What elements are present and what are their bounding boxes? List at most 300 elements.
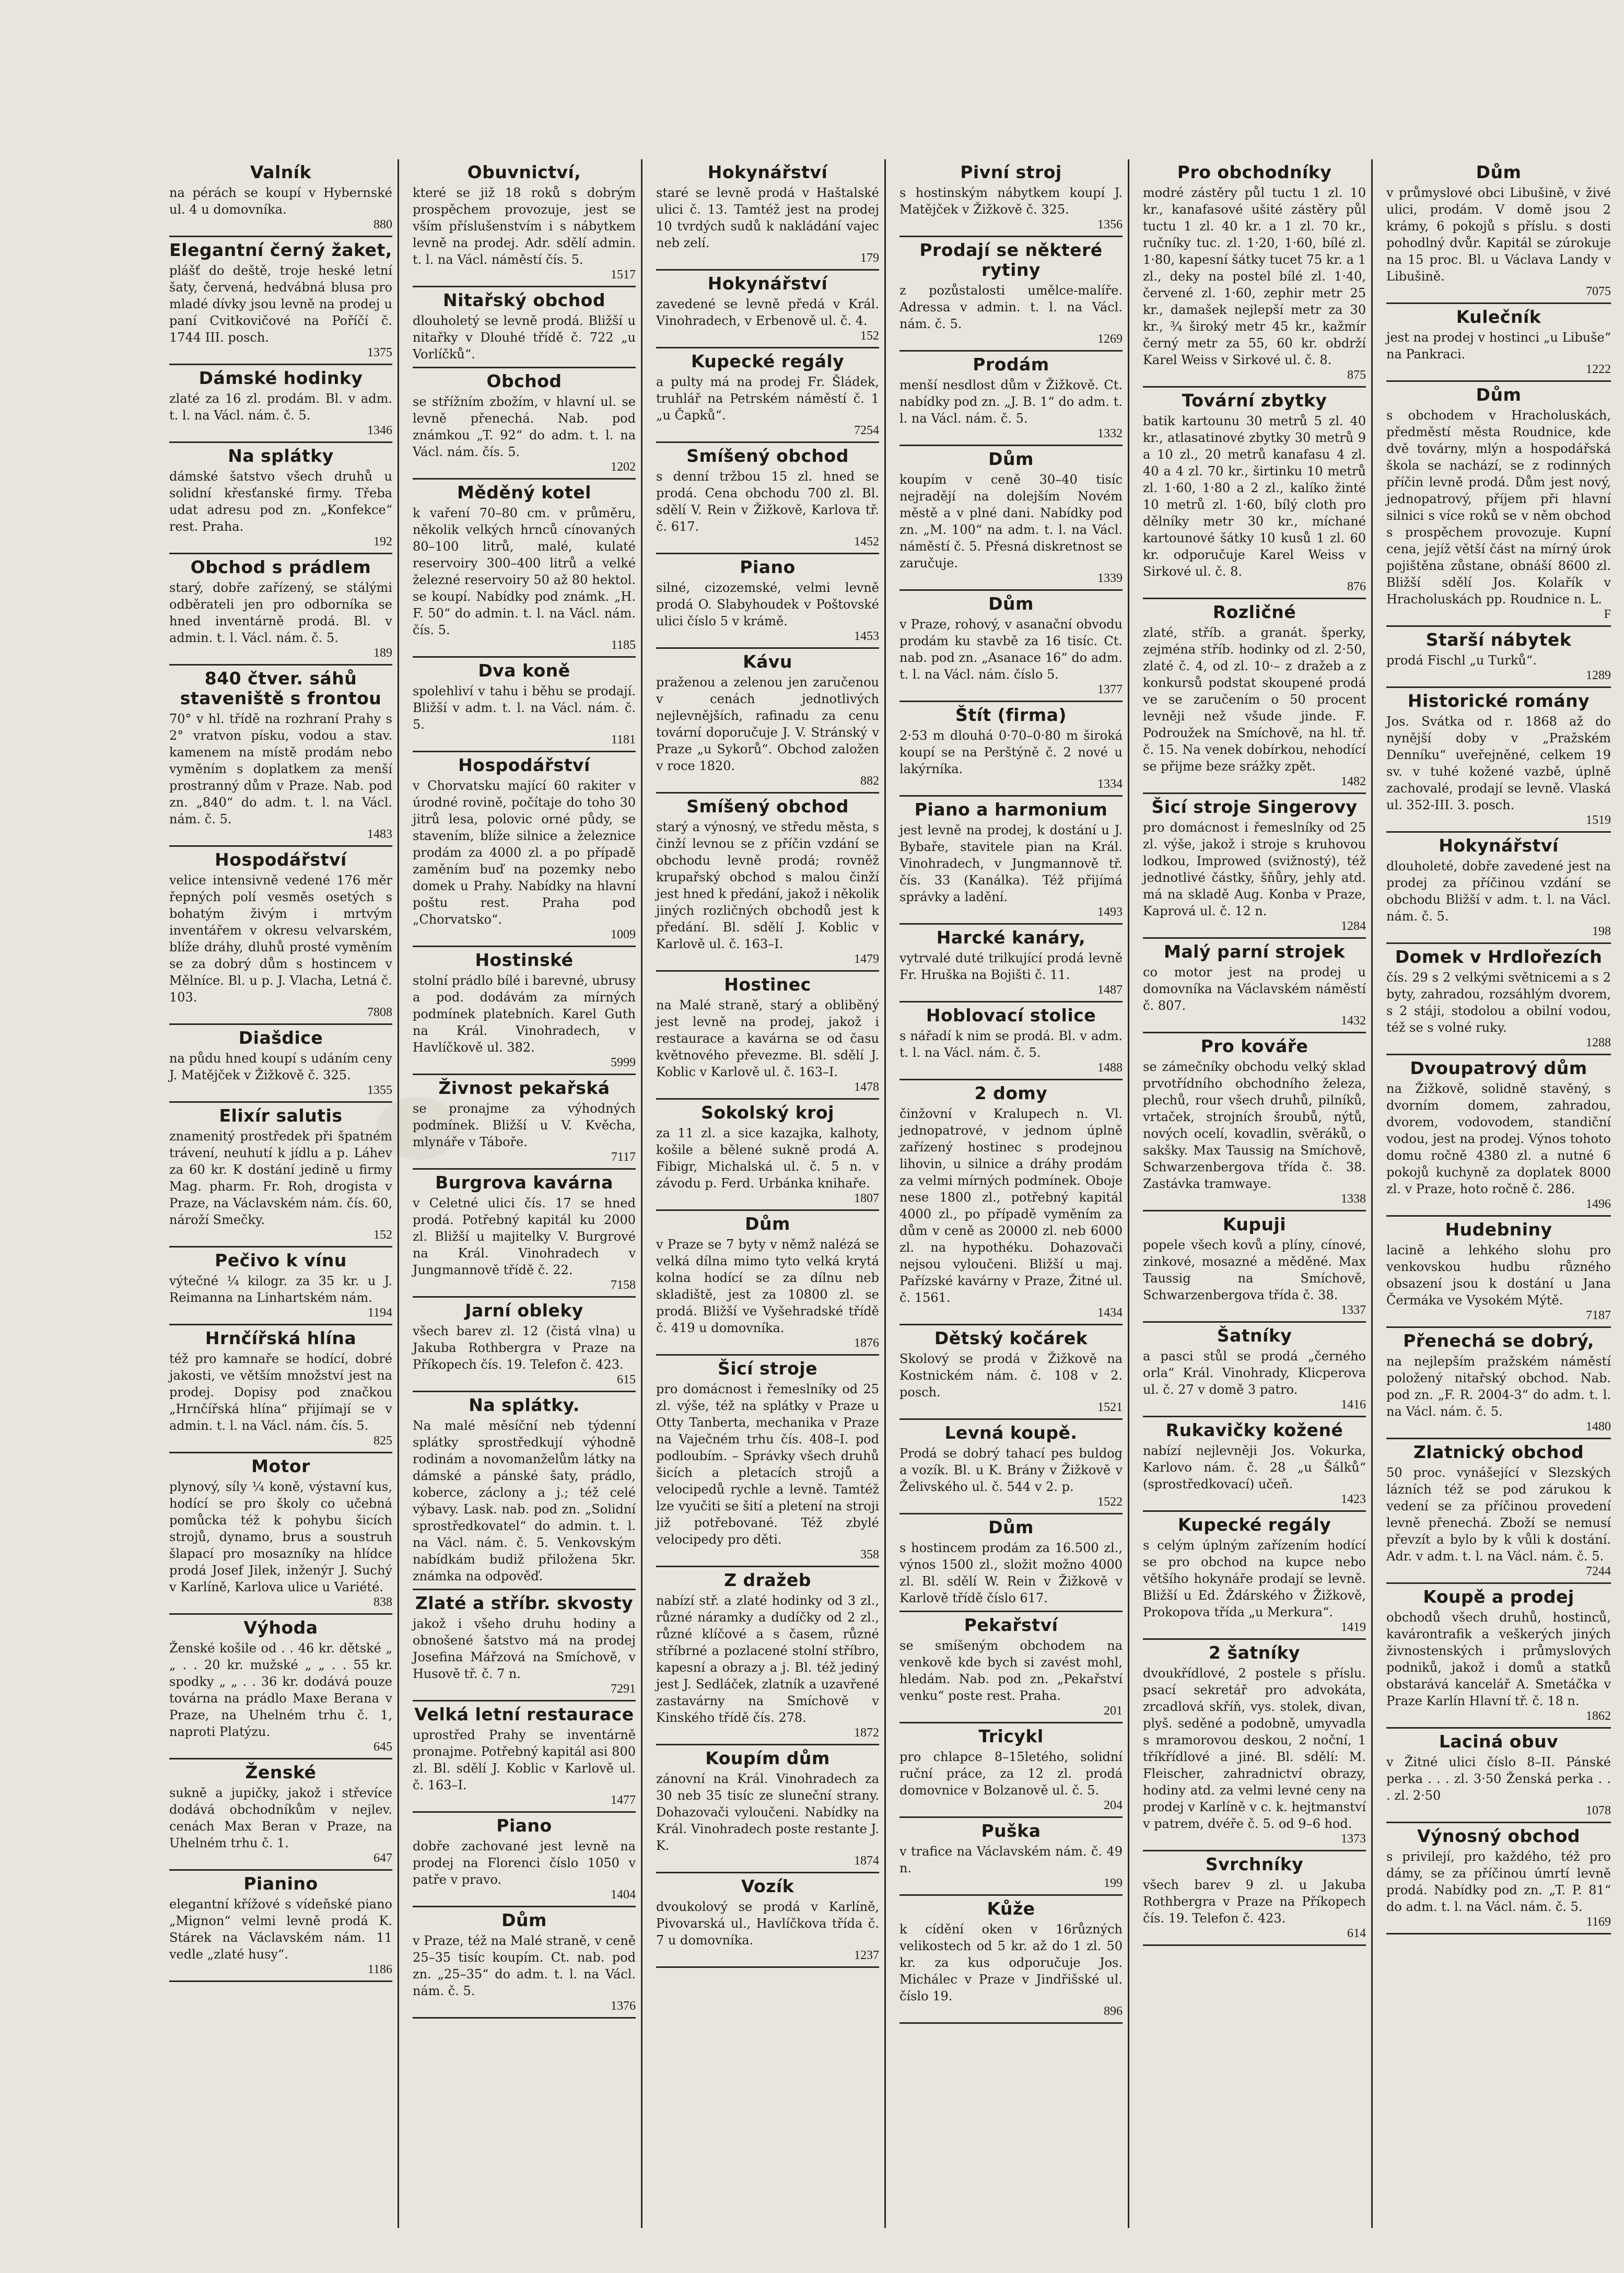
ad-text: menší nesdlost dům v Žižkově. Ct. nabídky pod zn. „J. B. 1“ do adm. t. l. na Václ. nám. č. 5. xyxy=(899,378,1123,426)
classified-ad xyxy=(899,1612,1123,1723)
ad-number: 825 xyxy=(373,1434,392,1448)
ad-heading: Hospodářství xyxy=(215,849,347,870)
ad-text: a pasci stůl se prodá „černého orla“ Král. Vinohrady, Klicperova ul. č. 27 v domě 3 patro. xyxy=(1143,1349,1366,1397)
ad-heading: Hokynářství xyxy=(1439,835,1559,856)
classified-ad xyxy=(413,1590,636,1701)
ad-heading: Dům xyxy=(501,1910,547,1930)
ad-number: 1222 xyxy=(1586,363,1611,376)
ad-heading: Dům xyxy=(988,593,1034,614)
ad-text: starý a výnosný, ve středu města, s činží levnou se z příčin vzdání se obchodu levně prodá; rovněž krupařský obchod s malou činží jest hned k předání, jakož i několik jiných rozličných obchodů jest k předání. Bl. sdělí J. Koblic v Karlově ul. č. 163–I. xyxy=(656,820,879,951)
ad-number: 1862 xyxy=(1586,1709,1611,1723)
ad-number: 1434 xyxy=(1097,1306,1123,1320)
ad-text: se smíšeným obchodem na venkově kde bych si zavést mohl, hledám. Nab. pod zn. „Pekařství venku“ poste rest. Praha. xyxy=(899,1638,1123,1703)
ad-text: batik kartounu 30 metrů 5 zl. 40 kr., atlasatinové zbytky 30 metrů 9 a 10 zl., 20 metrů kanafasu 4 zl. 40 a 4 zl. 70 kr., širtinku 10 metrů zl. 1·60, 1·80 a 2 zl., kalíko žinté 10 metrů zl. 1·60, bílý cloth pro dělníky metr 30 kr., míchané kartounové šátky 10 kusů 1 zl. 60 kr. odporučuje Karel Weiss v Sirkové ul. č. 8. xyxy=(1143,414,1366,579)
ad-number: 1373 xyxy=(1341,1832,1366,1846)
ad-number: 1332 xyxy=(1097,427,1123,440)
ad-number: 201 xyxy=(1104,1704,1123,1718)
classified-ad xyxy=(656,794,879,972)
classified-ad xyxy=(1386,688,1611,833)
classified-ad xyxy=(656,1356,879,1567)
ad-heading: Šatníky xyxy=(1217,1325,1292,1346)
ad-heading: Pekařství xyxy=(964,1615,1058,1635)
ad-number: 614 xyxy=(1347,1927,1366,1940)
ad-heading: Domek v Hrdlořezích xyxy=(1395,947,1603,967)
ad-number: 645 xyxy=(373,1740,392,1754)
ad-text: jest na prodej v hostinci „u Libuše“ na Pankraci. xyxy=(1386,330,1611,362)
ad-heading: Dva koně xyxy=(478,660,570,681)
ad-text: prodá Fischl „u Turků“. xyxy=(1386,653,1537,668)
ad-text: na nejlepším pražském náměstí položený nitařský obchod. Nab. pod zn. „F. R. 2004-3“ do adm. t. l. na Václ. nám. č. 5. xyxy=(1386,1354,1611,1419)
ad-text: modré zástěry půl tuctu 1 zl. 10 kr., kanafasové ušité zástěry půl tuctu 1 zl. 40 kr. a 1 zl. 70 kr., ručníky tuc. zl. 1·20, 1·60, bílé zl. 1·80, kapesní šátky tucet 75 kr. a 1 zl., deky na postel bílé zl. 1·40, červené zl. 1·60, zephir metr 25 kr., damašek nejlepší metr za 30 kr., ¾ široký metr 45 kr., kažmír černý metr za 55, 60 kr. obdrží Karel Weiss v Sirkové ul. č. 8. xyxy=(1143,185,1366,367)
ad-text: za 11 zl. a sice kazajka, kalhoty, košile a bělené sukně prodá A. Fibigr, Michalská ul. č. 5 n. v závodu p. Ferd. Urbánka knihaře. xyxy=(656,1126,879,1191)
ad-text: též pro kamnaře se hodící, dobré jakosti, ve větším množství jest na prodej. Dopisy pod značkou „Hrnčířská hlína“ přijímají se v admin. t. l. na Václ. nám. čís. 5. xyxy=(169,1351,392,1433)
ad-heading: Tovární zbytky xyxy=(1182,390,1327,411)
ad-number: 1009 xyxy=(611,928,636,941)
ad-heading: Dům xyxy=(1476,384,1522,405)
classified-ad xyxy=(656,1100,879,1211)
classified-ad xyxy=(899,446,1123,591)
classified-ad xyxy=(169,1453,392,1615)
classified-ad xyxy=(413,1075,636,1170)
classified-ad xyxy=(413,658,636,752)
ad-number: 1269 xyxy=(1097,332,1123,346)
classified-ad xyxy=(656,1211,879,1356)
ad-number: 1339 xyxy=(1097,572,1123,585)
classified-ad xyxy=(1143,1851,1366,1946)
ad-text: uprostřed Prahy se inventárně pronajme. Potřebný kapitál asi 800 zl. Bl. sdělí J. Koblic v Karlově ul. č. 163–I. xyxy=(413,1728,636,1792)
ad-column-1 xyxy=(165,159,399,2228)
ad-heading: Měděný kotel xyxy=(457,482,591,503)
classified-ad xyxy=(1143,1640,1366,1851)
ad-text: v trafice na Václavském nám. č. 49 n. xyxy=(899,1844,1123,1875)
ad-number: 1194 xyxy=(367,1306,392,1320)
ad-number: 1521 xyxy=(1097,1401,1123,1414)
ad-text: obchodů všech druhů, hostinců, kavárontrafik a veškerých jiných živnostenských i průmyslových podniků, jakož i domů a statků obstarává kancelář A. Smetáčka v Praze Karlín Hlavní tř. č. 18 n. xyxy=(1386,1610,1611,1708)
ad-number: 7075 xyxy=(1586,285,1611,298)
ad-text: popele všech kovů a plíny, cínové, zinkové, mosazné a měděné. Max Taussig na Smíchově, Schwarzenbergova třída č. 38. xyxy=(1143,1238,1366,1302)
classified-ad xyxy=(899,1818,1123,1896)
ad-number: 1478 xyxy=(854,1080,879,1094)
ad-heading: Dům xyxy=(988,1517,1034,1537)
ad-text: se pronajme za výhodných podmínek. Bližší u V. Kvěcha, mlynáře v Táboře. xyxy=(413,1101,636,1149)
ad-text: s privilejí, pro každého, též pro dámy, se za příčinou úmrtí levně prodá. Nabídky pod zn. „T. P. 81“ do adm. t. l. na Václ. nám. č. 5. xyxy=(1386,1849,1611,1914)
ad-number: 1186 xyxy=(367,1963,392,1976)
ad-text: činžovní v Kralupech n. Vl. jednopatrové, v jednom úplně zařízený hostinec s prodejnou lihovin, u silnice a dráhy prodám za velmi mírných podmínek. Oboje nese 1800 zl., potřebný kapitál 4000 zl., po případě vyměním za dům v ceně as 20000 zl. neb 6000 zl. na hypothéku. Dohazovači nejsou vyloučeni. Bližší u maj. Pařízské kavárny v Praze, Žitné ul. č. 1561. xyxy=(899,1106,1123,1305)
ad-heading: Piano xyxy=(496,1815,552,1836)
ad-heading: Starší nábytek xyxy=(1426,630,1572,650)
ad-number: 1453 xyxy=(854,630,879,643)
ad-text: elegantní křížové s vídeňské piano „Mignon“ velmi levně prodá K. Stárek na Václavském nám. 11 vedle „zlaté husy“. xyxy=(169,1897,392,1962)
ad-heading: Hospodářství xyxy=(458,755,590,775)
ad-number: 896 xyxy=(1104,2004,1123,2018)
ad-number: 1334 xyxy=(1097,777,1123,791)
ad-text: 2·53 m dlouhá 0·70–0·80 m široká koupí se na Perštýně č. 2 nové u lakýrníka. xyxy=(899,728,1123,776)
ad-heading: Laciná obuv xyxy=(1439,1731,1559,1752)
ad-heading: Dámské hodinky xyxy=(198,368,363,388)
ad-heading: Kávu xyxy=(743,651,792,672)
ad-number: 1452 xyxy=(854,535,879,549)
classified-ad xyxy=(413,1813,636,1907)
ad-text: lacině a lehkého slohu pro venkovskou hudbu různého obsazení jsou k dostání u Jana Čermáka ve Vysokém Mýtě. xyxy=(1386,1243,1611,1308)
ad-text: silné, cizozemské, velmi levně prodá O. Slabyhoudek v Poštovské ulici číslo 5 v krámě. xyxy=(656,580,879,628)
ad-heading: Dvoupatrový dům xyxy=(1410,1058,1587,1078)
ad-number: 204 xyxy=(1104,1799,1123,1812)
classified-ad xyxy=(1143,159,1366,388)
classified-ad xyxy=(1143,939,1366,1033)
classified-ad xyxy=(656,1873,879,1968)
classified-ad xyxy=(1143,794,1366,939)
classified-ad xyxy=(656,972,879,1100)
ad-text: výtečné ¼ kilogr. za 35 kr. u J. Reimanna na Linhartském nám. xyxy=(169,1274,392,1305)
ad-text: starý, dobře zařízený, se stálými odběrateli jen pro odborníka se hned inventárně prodá. Bl. v admin. t. l. Václ. nám. č. 5. xyxy=(169,580,392,645)
classified-ad xyxy=(1386,944,1611,1055)
ad-heading: Zlatnický obchod xyxy=(1413,1442,1584,1462)
ad-text: dlouholeté, dobře zavedené jest na prodej za příčinou vzdání se obchodu Bližší v adm. t. l. na Václ. nám. č. 5. xyxy=(1386,859,1611,924)
ad-heading: Kůže xyxy=(987,1898,1035,1919)
classified-ad xyxy=(1386,1328,1611,1439)
ad-column-2 xyxy=(408,159,642,2228)
ad-heading: Velká letní restaurace xyxy=(414,1704,634,1724)
ad-number: 1519 xyxy=(1586,813,1611,827)
classified-ad xyxy=(413,752,636,947)
ad-number: 1517 xyxy=(611,268,636,282)
ad-heading: Zlaté a stříbr. skvosty xyxy=(415,1593,634,1613)
ad-number: 7808 xyxy=(367,1006,392,1019)
ad-column-5 xyxy=(1139,159,1373,2228)
ad-heading: Hokynářství xyxy=(707,162,828,182)
classified-ad xyxy=(656,649,879,794)
ad-number: 1181 xyxy=(611,733,636,747)
classified-ad xyxy=(656,1745,879,1873)
ad-number: 189 xyxy=(373,646,392,660)
classified-ad xyxy=(656,159,879,271)
ad-text: s nářadí k nim se prodá. Bl. v adm. t. l. na Václ. nám. č. 5. xyxy=(899,1029,1123,1060)
ad-text: v Žitné ulici číslo 8–II. Pánské perka . . . zl. 3·50 Ženská perka . . . zl. 2·50 xyxy=(1386,1755,1611,1803)
ad-text: s celým úplným zařízením hodící se pro obchod na kupce nebo většího hokynáře prodají se levně. Bližší u Ed. Ždárského v Žižkově, Prokopova třída „u Merkura“. xyxy=(1143,1538,1366,1619)
ad-heading: 2 šatníky xyxy=(1209,1642,1300,1663)
ad-number: 1169 xyxy=(1586,1915,1611,1929)
ad-number: 1289 xyxy=(1586,669,1611,682)
ad-text: s denní tržbou 15 zl. hned se prodá. Cena obchodu 700 zl. Bl. sdělí V. Rein v Žižkově, Karlova tř. č. 617. xyxy=(656,469,879,534)
ad-text: nabízí nejlevněji Jos. Vokurka, Karlovo nám. č. 28 „u Šálků“ (sprostředkovací) učeň. xyxy=(1143,1443,1366,1491)
ad-number: 615 xyxy=(617,1373,636,1386)
ad-text: jakož i všeho druhu hodiny a obnošené šatstvo má na prodej Josefina Mářzová na Smíchově, v Husově tř. č. 7 n. xyxy=(413,1616,636,1681)
ad-heading: Nitařský obchod xyxy=(443,290,605,310)
classified-ad xyxy=(899,1080,1123,1325)
ad-number: 882 xyxy=(860,774,879,788)
ad-heading: Piano xyxy=(740,557,796,577)
ad-heading: Na splátky xyxy=(228,446,334,466)
ad-text: 50 proc. vynášející v Slezských lázních též se pod zárukou k vedení se za příčinou provedení levně přenechá. Zboží se nemusí převzít a bylo by k vůli k dostání. Adr. v adm. t. l. na Václ. nám. č. 5. xyxy=(1386,1465,1611,1564)
classified-ad xyxy=(1386,1439,1611,1584)
classified-ad xyxy=(1386,1729,1611,1823)
ad-text: s hostincem prodám za 16.500 zl., výnos 1500 zl., složit možno 4000 zl. Bl. sdělí W. Rein v Žižkově v Karlově třídě číslo 617. xyxy=(899,1541,1123,1605)
classified-ad xyxy=(1143,1211,1366,1323)
ad-text: všech barev zl. 12 (čistá vlna) u Jakuba Rothbergra v Praze na Příkopech čís. 19. Telefon č. 423. xyxy=(413,1324,636,1372)
classified-ad xyxy=(413,947,636,1075)
ad-heading: Diašdice xyxy=(238,1028,323,1048)
classified-ad xyxy=(656,443,879,554)
ad-number: 1376 xyxy=(611,1999,636,2013)
classified-ad xyxy=(1143,1417,1366,1512)
ad-text: co motor jest na prodej u domovníka na Václavském náměstí č. 807. xyxy=(1143,965,1366,1013)
classified-ad xyxy=(169,1025,392,1103)
ad-heading: Hokynářství xyxy=(707,273,828,294)
ad-number: 7244 xyxy=(1586,1565,1611,1578)
ad-number: 1479 xyxy=(854,952,879,966)
classified-ad xyxy=(1143,1323,1366,1417)
ad-heading: Elixír salutis xyxy=(219,1105,343,1126)
classified-ad xyxy=(413,1298,636,1392)
ad-number: 1488 xyxy=(1097,1061,1123,1075)
ad-text: čís. 29 s 2 velkými světnicemi a s 2 byty, zahradou, rozsáhlým dvorem, s 2 stáji, stodolou a obilní vodou, též se s volné ruky. xyxy=(1386,970,1611,1035)
ad-text: Prodá se dobrý tahací pes buldog a vozík. Bl. u K. Brány v Žižkově v Želivského ul. č. 544 v 2. p. xyxy=(899,1446,1123,1494)
classified-ad xyxy=(169,159,392,237)
ad-heading: Výhoda xyxy=(243,1617,318,1638)
ad-number: 1477 xyxy=(611,1793,636,1807)
classified-ad xyxy=(1386,1584,1611,1729)
classified-ad xyxy=(1143,388,1366,599)
ad-text: jest levně na prodej, k dostání u J. Bybaře, stavitele pian na Král. Vinohradech, v Jungmannově tř. čís. 33 (Kanálka). Též přijímá správky a ladění. xyxy=(899,823,1123,904)
ad-number: 1375 xyxy=(367,346,392,359)
ad-text: k cídění oken v 16různých velikostech od 5 kr. až do 1 zl. 50 kr. za kus odporučuje Jos. Michálec v Praze v Jindřišské ul. číslo 19. xyxy=(899,1922,1123,2003)
ad-number: 1423 xyxy=(1341,1493,1366,1506)
classified-ad xyxy=(169,666,392,847)
ad-heading: Dětský kočárek xyxy=(934,1328,1088,1348)
ad-heading: Rozličné xyxy=(1212,602,1296,622)
classified-ad xyxy=(899,925,1123,1003)
ad-text: na půdu hned koupí s udáním ceny J. Matějček v Žižkově č. 325. xyxy=(169,1051,392,1082)
ad-heading: Dům xyxy=(988,449,1034,469)
ad-heading: Živnost pekařská xyxy=(438,1078,610,1098)
ad-text: s obchodem v Hracholuskách, předměstí města Roudnice, kde dvě továrny, mlýn a hospodářská škola se nachází, se z rodinných příčin levně prodá. Dům jest nový, jednopatrový, příjem při hlavní silnici s více roků se v něm obchod s prospěchem provozuje. Kupní cena, jejíž větší část na mírný úrok pojištěna zůstane, obnáší 8600 zl. Bližší sdělí Jos. Kolařík v Hracholuskách pp. Roudnice n. L. xyxy=(1386,408,1611,607)
classified-ad xyxy=(899,702,1123,797)
ad-text: znamenitý prostředek při špatném trávení, neuhutí k jídlu a p. Láhev za 60 kr. K dostání jedině u firmy Mag. pharm. Fr. Roh, drogista v Praze, na Václavském nám. čís. 60, nároží Smečky. xyxy=(169,1129,392,1227)
ad-text: všech barev 9 zl. u Jakuba Rothbergra v Praze na Příkopech čís. 19. Telefon č. 423. xyxy=(1143,1878,1366,1926)
ad-text: se zámečníky obchodu velký sklad prvotřídního obchodního železa, plechů, rour všech druhů, pilníků, vrtaček, strojních šroubů, nýtů, nových ocelí, kovadlin, svěráků, o sakšky. Max Taussig na Smíchově, Schwarzenbergova třída č. 38. Zastávka tramwaye. xyxy=(1143,1059,1366,1191)
ad-number: F xyxy=(1604,608,1611,621)
ad-text: z pozůstalosti umělce-malíře. Adressa v admin. t. l. na Václ. nám. č. 5. xyxy=(899,283,1123,331)
ad-text: v Praze se 7 byty v němž nalézá se velká dílna mimo tyto velká krytá kolna hodící se za dílnu neb skladiště, jest za 10800 zl. se prodá. Bližší ve Vyšehradské třídě č. 419 u domovníka. xyxy=(656,1237,879,1335)
classified-ad xyxy=(899,1420,1123,1514)
ad-heading: Pro obchodníky xyxy=(1177,162,1332,182)
ad-text: sukně a jupičky, jakož i střevíce dodává obchodníkům v nejlev. cenách Max Beran v Praze, na Uhelném trhu č. 1. xyxy=(169,1786,392,1850)
ad-text: Jos. Svátka od r. 1868 až do nynější doby v „Pražském Denníku“ uveřejněné, celkem 19 sv. v tuhé kožené vazbě, úplně zachovalé, prodají se levně. Vlaská ul. 352-III. 3. posch. xyxy=(1386,714,1611,812)
ad-heading: Puška xyxy=(981,1821,1041,1841)
ad-text: k vaření 70–80 cm. v průměru, několik velkých hrnců cínovaných 80–100 litrů, malé, kulaté reservoiry 300–400 litrů a velké železné reservoiry 50 až 80 hektol. se koupí. Nabídky pod známk. „H. F. 50“ do admin. t. l. na Václ. nám. čís. 5. xyxy=(413,506,636,637)
ad-text: v Praze, rohový, v asanační obvodu prodám ku stavbě za 16 tisíc. Ct. nab. pod zn. „Asanace 16“ do adm. t. l. na Václ. nám. číslo 5. xyxy=(899,617,1123,682)
ad-text: plášť do deště, troje heské letní šaty, červená, hedvábná blusa pro mladé dívky jsou levně na prodej u paní Cvitkovičové na Poříčí č. 1744 III. posch. xyxy=(169,263,392,345)
ad-heading: 840 čtver. sáhů staveniště s frontou xyxy=(180,668,382,708)
ad-heading: Jarní obleky xyxy=(465,1300,583,1321)
ad-heading: Pianino xyxy=(243,1873,318,1894)
ad-number: 5999 xyxy=(611,1056,636,1069)
classified-ad xyxy=(169,365,392,443)
ad-number: 1078 xyxy=(1586,1804,1611,1817)
ad-text: vytrvalé duté trilkující prodá levně Fr. Hruška na Bojišti č. 11. xyxy=(899,951,1123,982)
ad-heading: Smíšený obchod xyxy=(686,796,849,817)
ad-number: 1416 xyxy=(1341,1398,1366,1412)
ad-number: 1377 xyxy=(1097,683,1123,696)
classified-ad xyxy=(1386,382,1611,627)
classified-ad xyxy=(1386,159,1611,304)
ad-text: dámské šatstvo všech druhů u solidní křesťanské firmy. Třeba udat adresu pod zn. „Konfekce“ rest. Praha. xyxy=(169,469,392,534)
ad-heading: Na splátky. xyxy=(469,1395,580,1415)
ad-heading: Výnosný obchod xyxy=(1417,1826,1580,1846)
ad-number: 1872 xyxy=(854,1726,879,1740)
classified-ad xyxy=(169,1248,392,1325)
classified-ads-page xyxy=(165,159,1621,2228)
ad-number: 1493 xyxy=(1097,905,1123,919)
ad-number: 1807 xyxy=(854,1192,879,1205)
classified-ad xyxy=(413,287,636,368)
ad-text: na Malé straně, starý a obliběný jest levně na prodej, jakož i restaurace a kavárna se od času květnového převezme. Bl. sdělí J. Koblic v Karlově ul. č. 163–I. xyxy=(656,998,879,1079)
ad-text: na Žižkově, solidně stavěný, s dvorním domem, zahradou, dvorem, vodovodem, standiční vodou, jest na prodej. Výnos tohoto domu ročně 4380 zl. a nutné 6 pokojů kuchyně za doplatek 8000 zl. v Praze, hoto ročně č. 286. xyxy=(1386,1081,1611,1196)
classified-ad xyxy=(656,348,879,443)
ad-number: 1874 xyxy=(854,1854,879,1868)
ad-text: zánovní na Král. Vinohradech za 30 neb 35 tisíc ze sluneční strany. Dohazovači vyloučeni. Nabídky na Král. Vinohradech poste restante J. K. xyxy=(656,1771,879,1853)
classified-ad xyxy=(656,554,879,649)
ad-text: Ženské košile od . . 46 kr. dětské „ „ . . 20 kr. mužské „ „ . . 55 kr. spodky „ „ . . 36 kr. dodává pouze továrna na prádlo Maxe Berana v Praze, na Uhelném trhu č. 1, naproti Platýzu. xyxy=(169,1641,392,1739)
classified-ad xyxy=(1386,304,1611,382)
ad-text: plynový, síly ¼ koně, výstavní kus, hodící se pro školy co učebná pomůcka též k pohybu šicích strojů, dynamo, brus a soustruh šlapací pro mosazníky na hlídce prodá Josef Jilek, inženýr J. Suchý v Karlíně, Karlova ulice u Variété. xyxy=(169,1479,392,1594)
ad-number: 7291 xyxy=(611,1682,636,1696)
classified-ad xyxy=(413,1392,636,1590)
ad-heading: Rukavičky kožené xyxy=(1165,1420,1343,1440)
classified-ad xyxy=(1386,1823,1611,1934)
ad-heading: Pro kováře xyxy=(1200,1036,1308,1056)
ad-heading: Kupuji xyxy=(1222,1214,1287,1234)
ad-number: 1482 xyxy=(1341,775,1366,788)
ad-heading: Obchod s prádlem xyxy=(190,557,371,577)
ad-heading: 2 domy xyxy=(974,1083,1048,1103)
ad-number: 1876 xyxy=(854,1336,879,1350)
ad-heading: Prodají se některé rytiny xyxy=(919,240,1103,280)
classified-ad xyxy=(169,1325,392,1453)
ad-number: 358 xyxy=(860,1548,879,1561)
ad-number: 1404 xyxy=(611,1888,636,1902)
ad-heading: Historické romány xyxy=(1407,691,1590,711)
ad-text: zavedené se levně předá v Král. Vinohradech, v Erbenově ul. č. 4. xyxy=(656,297,879,328)
classified-ad xyxy=(899,797,1123,925)
ad-heading: Levná koupě. xyxy=(944,1423,1078,1443)
ad-number: 1483 xyxy=(367,827,392,841)
classified-ad xyxy=(169,237,392,365)
ad-heading: Kupecké regály xyxy=(691,351,845,371)
ad-heading: Tricykl xyxy=(978,1726,1044,1746)
ad-heading: Kupecké regály xyxy=(1177,1514,1331,1535)
ad-number: 7158 xyxy=(611,1278,636,1292)
classified-ad xyxy=(899,1325,1123,1420)
ad-text: pro chlapce 8–15letého, solidní ruční práce, za 12 zl. prodá domovnice v Bolzanově ul. č. 5. xyxy=(899,1750,1123,1798)
classified-ad xyxy=(899,159,1123,237)
ad-number: 7187 xyxy=(1586,1309,1611,1322)
ad-number: 1185 xyxy=(611,638,636,652)
ad-text: dvoukolový se prodá v Karlíně, Pivovarská ul., Havlíčkova třída č. 7 u domovníka. xyxy=(656,1899,879,1948)
classified-ad xyxy=(413,480,636,658)
ad-number: 1419 xyxy=(1341,1621,1366,1634)
ad-number: 1288 xyxy=(1586,1036,1611,1050)
ad-number: 1337 xyxy=(1341,1303,1366,1317)
ad-column-4 xyxy=(895,159,1129,2228)
ad-number: 1432 xyxy=(1341,1014,1366,1028)
ad-text: které se již 18 roků s dobrým prospěchem provozuje, jest se vším příslušenstvím i s nábytkem levně na prodej. Adr. sdělí admin. t. l. na Václ. náměstí čís. 5. xyxy=(413,185,636,267)
ad-heading: Koupě a prodej xyxy=(1423,1587,1574,1607)
ad-text: stolní prádlo bílé i barevné, ubrusy a pod. dodávám za mírných podmínek platebních. Karel Guth na Král. Vinohradech, v Havlíčkově ul. 382. xyxy=(413,973,636,1055)
ad-number: 199 xyxy=(1104,1876,1123,1890)
ad-text: zlaté za 16 zl. prodám. Bl. v adm. t. l. na Václ. nám. č. 5. xyxy=(169,391,392,423)
ad-number: 647 xyxy=(373,1851,392,1865)
ad-heading: Svrchníky xyxy=(1205,1854,1304,1874)
ad-text: Na malé měsíční neb týdenní splátky sprostředkují výhodně rodinám a novomanželům látky na dámské a pánské šaty, prádlo, koberce, záclony a j.; též celé výbavy. Lask. nab. pod zn. „Solidní sprostředkovatel“ do admin. t. l. na Václ. nám. č. 5. Venkovským nabídkám budiž přiložena 5kr. známka na odpověď. xyxy=(413,1418,636,1583)
ad-heading: Obchod xyxy=(486,371,562,391)
ad-heading: Elegantní černý žaket, xyxy=(169,240,392,260)
ad-number: 179 xyxy=(860,251,879,265)
ad-text: praženou a zelenou jen zaručenou v cenách jednotlivých nejlevnějších, rafinadu za cenu tovární doporučuje J. V. Stránský v Praze „u Sykorů“. Obchod založen v roce 1820. xyxy=(656,675,879,773)
ad-number: 1496 xyxy=(1586,1197,1611,1211)
ad-heading: Kulečník xyxy=(1456,307,1541,327)
classified-ad xyxy=(413,1170,636,1298)
ad-text: v Chorvatsku mající 60 rakiter v úrodné rovině, počítaje do toho 30 jitrů lesa, polovic orné půdy, se stavením, blíže silnice a železnice prodám za 4000 zl. a po případě zaměním buď na pozemky nebo domek u Prahy. Nabídky na hlavní poštu rest. Praha pod „Chorvatsko“. xyxy=(413,778,636,927)
ad-text: na pérách se koupí v Hybernské ul. 4 u domovníka. xyxy=(169,185,392,217)
ad-heading: Obuvnictví, xyxy=(467,162,581,182)
classified-ad xyxy=(413,1907,636,2019)
ad-text: zlaté, stříb. a granát. šperky, zejména stříb. hodinky od zl. 2·50, zlaté č. 4, od zl. 10·– z dražeb a z konkursů podstat skoupené prodá ve se zaručením o 50 procent levněji než všude jinde. F. Podroužek na Smíchově, na hl. tř. č. 15. Na venek dobírkou, nehodící se přijme beze srážky zpět. xyxy=(1143,625,1366,774)
ad-number: 880 xyxy=(373,218,392,231)
ad-text: nabízí stř. a zlaté hodinky od 3 zl., různé náramky a dudíčky od 2 zl., různé klíčové a s časem, různé stříbrné a pozlacené stolní stříbro, kapesní a obrazy a j. Bl. též jediný jest J. Sedláček, zlatník a uzavřené zastavárny na Smíchově v Kinského třídě čís. 278. xyxy=(656,1593,879,1725)
ad-number: 152 xyxy=(373,1228,392,1242)
ad-text: s hostinským nábytkem koupí J. Matějček v Žižkově č. 325. xyxy=(899,185,1123,217)
classified-ad xyxy=(169,443,392,554)
ad-text: dlouholetý se levně prodá. Bližší u nitařky v Dlouhé třídě č. 722 „u Vorlíčků“. xyxy=(413,313,636,362)
ad-heading: Malý parní strojek xyxy=(1164,941,1345,962)
ad-number: 838 xyxy=(373,1595,392,1609)
ad-heading: Hudebniny xyxy=(1445,1219,1552,1240)
ad-number: 1480 xyxy=(1586,1420,1611,1433)
ad-heading: Šicí stroje Singerovy xyxy=(1151,797,1358,817)
ad-number: 1284 xyxy=(1341,919,1366,933)
ad-text: pro domácnost i řemeslníky od 25 zl. výše, též na splátky v Praze u Otty Tanberta, mechanika v Praze na Vaječném trhu čís. 408–I. pod podloubím. – Správky všech druhů šicích a pletacích strojů a velocipedů rychle a levně. Tamtéž lze vyučiti se šití a pletení na stroji již potřebované. Též zbylé velocipedy pro děti. xyxy=(656,1382,879,1547)
classified-ad xyxy=(413,368,636,480)
classified-ad xyxy=(656,1567,879,1745)
ad-heading: Ženské xyxy=(245,1762,317,1782)
classified-ad xyxy=(899,1514,1123,1612)
ad-number: 876 xyxy=(1347,580,1366,593)
ad-number: 875 xyxy=(1347,368,1366,382)
classified-ad xyxy=(899,237,1123,352)
ad-text: se střížním zbožím, v hlavní ul. se levně přenechá. Nab. pod známkou „T. 92“ do adm. t. l. na Václ. nám. čís. 5. xyxy=(413,394,636,459)
ad-number: 1487 xyxy=(1097,983,1123,997)
ad-number: 152 xyxy=(860,329,879,343)
classified-ad xyxy=(899,591,1123,702)
classified-ad xyxy=(899,352,1123,446)
ad-heading: Pečivo k vínu xyxy=(215,1250,347,1270)
ad-heading: Harcké kanáry, xyxy=(936,927,1086,948)
ad-text: v Praze, též na Malé straně, v ceně 25–35 tisíc koupím. Ct. nab. pod zn. „25–35“ do adm. t. l. na Václ. nám. č. 5. xyxy=(413,1933,636,1998)
ad-column-3 xyxy=(652,159,886,2228)
ad-heading: Valník xyxy=(250,162,312,182)
ad-number: 1355 xyxy=(367,1083,392,1097)
classified-ad xyxy=(413,1701,636,1813)
ad-text: velice intensivně vedené 176 měr řepných polí vesměs osetých s bohatým živým i mrtvým inventářem v okresu velvarském, blíže dráhy, dluhů prosté vyměním se za dobrý dům s hostincem v Mělníce. Bl. u p. J. Vlacha, Letná č. 103. xyxy=(169,873,392,1005)
ad-number: 1202 xyxy=(611,460,636,474)
ad-text: koupím v ceně 30–40 tisíc nejradějí na dolejším Novém městě a v plné dani. Nabídky pod zn. „M. 100“ na adm. t. l. na Václ. náměstí č. 5. Přesná diskretnost se zaručuje. xyxy=(899,472,1123,570)
ad-heading: Hostinské xyxy=(475,950,574,970)
classified-ad xyxy=(169,1615,392,1759)
ad-text: v průmyslové obci Libušině, v živé ulici, prodám. V domě jsou 2 krámy, 6 pokojů s příslu. s dosti pohodlný dvůr. Kapitál se zúrokuje na 15 proc. Bl. u Václava Landy v Libušině. xyxy=(1386,185,1611,284)
ad-number: 1237 xyxy=(854,1949,879,1962)
ad-number: 1356 xyxy=(1097,218,1123,231)
